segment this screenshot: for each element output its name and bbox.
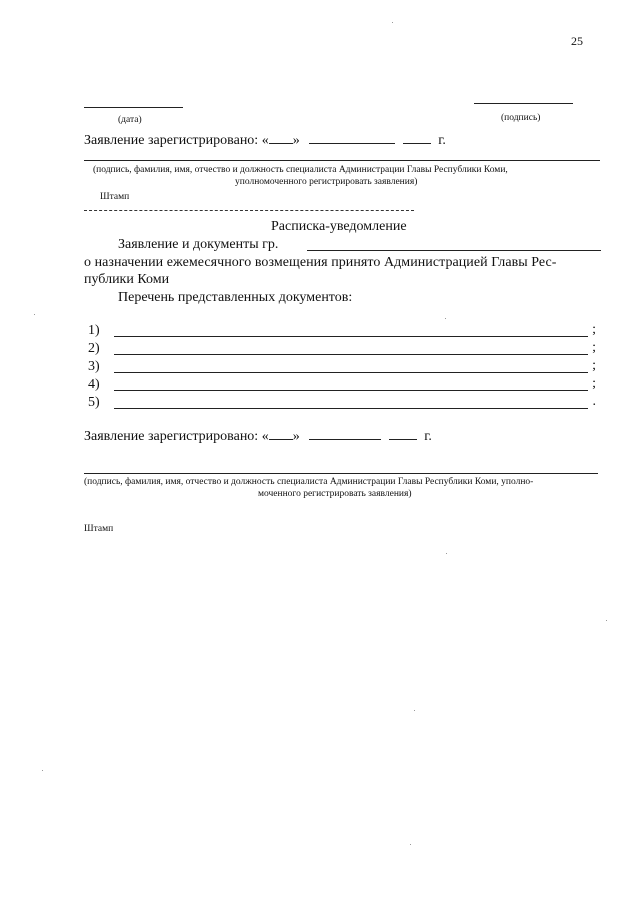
receipt-line-1 [118, 237, 278, 253]
close-quote: » [292, 429, 300, 444]
document-row [88, 359, 598, 375]
year-suffix: г. [438, 133, 446, 148]
stamp-label-2: Штамп [84, 524, 114, 534]
scan-speck [414, 710, 415, 711]
specialist-caption-1: (подпись, фамилия, имя, отчество и должность специалиста Администрации Главы Республики Коми, [93, 165, 508, 175]
document-number: 5) [88, 395, 100, 410]
specialist-caption-2b: моченного регистрировать заявления) [258, 489, 412, 499]
document-end-mark: ; [592, 322, 596, 337]
scan-speck [606, 620, 607, 621]
document-blank [114, 372, 588, 373]
month-blank [309, 131, 395, 144]
receipt-line-1-text: Заявление и документы гр. [118, 237, 279, 252]
receipt-line-3: публики Коми [84, 272, 170, 287]
document-blank [114, 390, 588, 391]
year-blank [403, 131, 431, 144]
day-blank [269, 131, 293, 144]
page-number: 25 [571, 34, 583, 48]
close-quote: » [292, 133, 300, 148]
document-end-mark: ; [592, 358, 596, 373]
cut-line [84, 210, 414, 211]
specialist-caption-1b: уполномоченного регистрировать заявления) [235, 177, 418, 187]
specialist-signature-line-1 [84, 160, 600, 161]
citizen-name-line [307, 250, 601, 251]
year-blank [389, 427, 417, 440]
scan-speck [392, 22, 393, 23]
specialist-signature-line-2 [84, 473, 598, 474]
document-blank [114, 336, 588, 337]
document-row [88, 395, 598, 411]
scan-speck [445, 318, 446, 319]
document-end-mark: ; [592, 340, 596, 355]
document-row [88, 323, 598, 339]
specialist-caption-2: (подпись, фамилия, имя, отчество и должность специалиста Администрации Главы Республики Коми, уполно- [84, 477, 534, 487]
scan-speck [446, 553, 447, 554]
document-end-mark: . [592, 394, 596, 409]
document-number: 2) [88, 341, 100, 356]
month-blank [309, 427, 381, 440]
year-suffix: г. [424, 429, 432, 444]
document-row [88, 341, 598, 357]
day-blank [269, 427, 293, 440]
scan-speck [42, 770, 43, 771]
signature-caption: (подпись) [501, 113, 541, 123]
document-row [88, 377, 598, 393]
receipt-line-2: о назначении ежемесячного возмещения принято Администрацией Главы Рес- [84, 255, 557, 270]
registration-line-1 [84, 131, 446, 149]
registration-label: Заявление зарегистрировано: « [84, 133, 269, 148]
document-number: 3) [88, 359, 100, 374]
date-caption: (дата) [118, 115, 142, 125]
registration-line-2 [84, 427, 432, 445]
document-end-mark: ; [592, 376, 596, 391]
scan-speck [410, 844, 411, 845]
document-blank [114, 354, 588, 355]
scan-speck [34, 314, 35, 315]
document-blank [114, 408, 588, 409]
document-list-heading: Перечень представленных документов: [118, 290, 353, 305]
signature-line [474, 103, 573, 104]
stamp-label-1: Штамп [100, 192, 130, 202]
document-number: 1) [88, 323, 100, 338]
document-number: 4) [88, 377, 100, 392]
receipt-title: Расписка-уведомление [271, 219, 407, 234]
registration-label: Заявление зарегистрировано: « [84, 429, 269, 444]
date-line [84, 107, 183, 108]
